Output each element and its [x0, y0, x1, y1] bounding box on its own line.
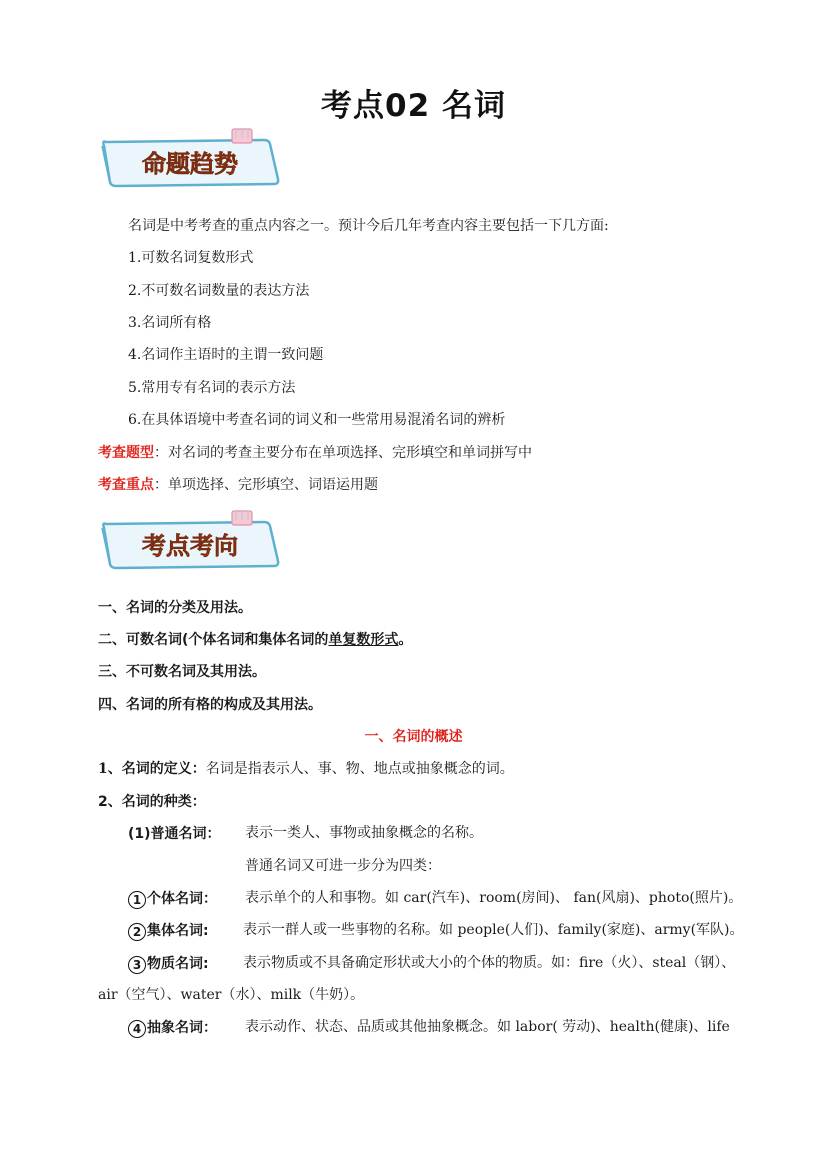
exam-focus-label: 考查重点 [98, 477, 154, 493]
exam-type-label: 考查题型 [98, 445, 154, 461]
subtype-text: 表示物质或不具备确定形状或大小的个体的物质。如：fire（火）、steal（钢）、 [243, 955, 736, 971]
subtype-label: 4 抽象名词： [128, 1017, 217, 1038]
banner-trend-text: 命题趋势 [142, 150, 238, 178]
list-item: 4.名词作主语时的主谓一致问题 [128, 347, 324, 363]
list-item: 1.可数名词复数形式 [128, 250, 254, 266]
exam-focus-line [98, 475, 378, 495]
circled-number: 2 [128, 923, 146, 941]
banner-trend [98, 126, 283, 190]
banner-focus-graphic [98, 508, 283, 572]
subtype-label: 2 集体名词: [128, 920, 209, 941]
outline-item: 二、可数名词(个体名词和集体名词的单复数形式。 [98, 632, 413, 648]
circled-number: 4 [128, 1020, 146, 1038]
banner-focus [98, 508, 283, 572]
subtype-text: 表示动作、状态、品质或其他抽象概念。如 labor( 劳动)、health(健康)、life [245, 1019, 730, 1035]
circled-number: 3 [128, 956, 146, 974]
banner-trend-graphic [98, 126, 283, 190]
exam-focus-text: ：单项选择、完形填空、词语运用题 [154, 477, 378, 493]
common-noun-label: (1)普通名词： [128, 826, 221, 842]
list-item: 5.常用专有名词的表示方法 [128, 380, 296, 396]
exam-type-text: ：对名词的考查主要分布在单项选择、完形填空和单词拼写中 [154, 445, 532, 461]
circled-number: 1 [128, 891, 146, 909]
subtype-text: 表示单个的人和事物。如 car(汽车)、room(房间)、 fan(风扇)、photo(照片)。 [245, 890, 743, 906]
section-title: 一、名词的概述 [364, 729, 463, 745]
subtype-text-cont: air（空气）、water（水）、milk（牛奶）。 [98, 987, 365, 1003]
page-title: 考点02 名词 [321, 88, 506, 124]
common-noun-text: 表示一类人、事物或抽象概念的名称。 [245, 825, 483, 841]
types-heading: 2、名词的种类： [98, 794, 206, 810]
definition-label: 1、名词的定义： [98, 761, 206, 777]
outline-item: 四、名词的所有格的构成及其用法。 [98, 697, 322, 713]
banner-focus-text: 考点考向 [142, 532, 238, 560]
list-item: 2.不可数名词数量的表达方法 [128, 283, 310, 299]
intro-text: 名词是中考考查的重点内容之一。预计今后几年考查内容主要包括一下几方面: [128, 218, 609, 234]
exam-type-line [98, 443, 532, 463]
subtype-label: 1 个体名词： [128, 888, 217, 909]
definition-text: 名词是指表示人、事、物、地点或抽象概念的词。 [205, 761, 514, 777]
outline-item: 三、不可数名词及其用法。 [98, 664, 266, 680]
definition-line [98, 759, 514, 779]
subtype-label: 3 物质名词: [128, 953, 209, 974]
outline-underlined: 单复数形式 [328, 632, 399, 648]
subtype-text: 表示一群人或一些事物的名称。如 people(人们)、family(家庭)、army(军队)。 [243, 922, 744, 938]
list-item: 3.名词所有格 [128, 315, 212, 331]
outline-item: 一、名词的分类及用法。 [98, 600, 252, 616]
common-noun-sub: 普通名词又可进一步分为四类： [245, 858, 441, 874]
list-item: 6.在具体语境中考查名词的词义和一些常用易混淆名词的辨析 [128, 412, 506, 428]
